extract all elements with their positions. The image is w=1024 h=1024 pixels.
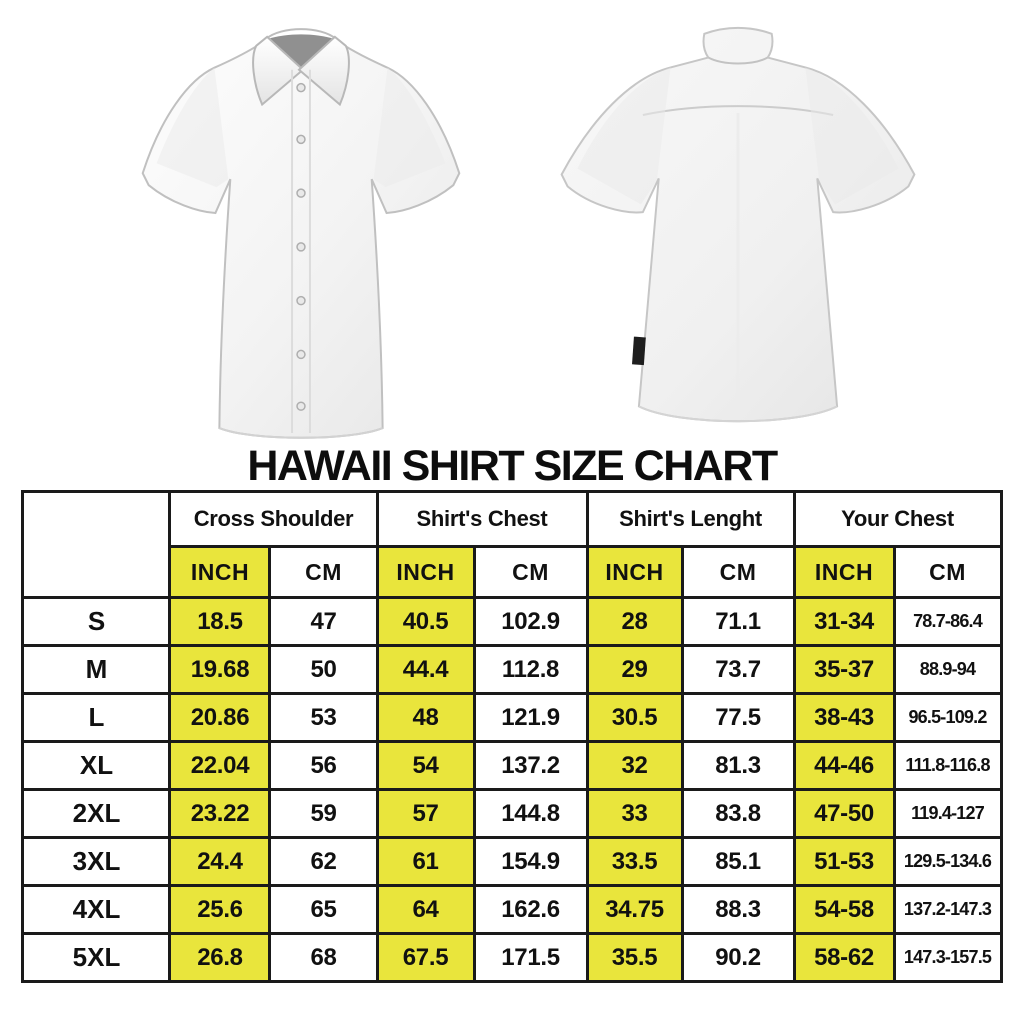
value-cell: 96.5-109.2	[894, 694, 1001, 742]
value-cell: 129.5-134.6	[894, 838, 1001, 886]
value-cell: 48	[377, 694, 474, 742]
value-cell: 65	[270, 886, 377, 934]
value-cell: 85.1	[682, 838, 794, 886]
size-label: XL	[23, 742, 170, 790]
value-cell: 31-34	[794, 598, 894, 646]
unit-header-cm: CM	[474, 547, 587, 598]
value-cell: 35-37	[794, 646, 894, 694]
value-cell: 71.1	[682, 598, 794, 646]
size-label: 2XL	[23, 790, 170, 838]
value-cell: 61	[377, 838, 474, 886]
value-cell: 53	[270, 694, 377, 742]
value-cell: 30.5	[587, 694, 682, 742]
value-cell: 19.68	[170, 646, 270, 694]
value-cell: 64	[377, 886, 474, 934]
table-row	[23, 838, 1001, 886]
value-cell: 35.5	[587, 934, 682, 982]
value-cell: 47-50	[794, 790, 894, 838]
group-header-your-chest: Your Chest	[794, 492, 1001, 547]
value-cell: 162.6	[474, 886, 587, 934]
value-cell: 29	[587, 646, 682, 694]
value-cell: 119.4-127	[894, 790, 1001, 838]
table-row	[23, 694, 1001, 742]
value-cell: 102.9	[474, 598, 587, 646]
value-cell: 111.8-116.8	[894, 742, 1001, 790]
corner-cell	[23, 492, 170, 598]
shirt-front-image	[116, 6, 486, 444]
value-cell: 33	[587, 790, 682, 838]
side-seam-tag	[632, 337, 646, 366]
value-cell: 137.2	[474, 742, 587, 790]
group-header-shirts-lenght: Shirt's Lenght	[587, 492, 794, 547]
unit-header-cm: CM	[270, 547, 377, 598]
value-cell: 20.86	[170, 694, 270, 742]
size-label: L	[23, 694, 170, 742]
table-row	[23, 598, 1001, 646]
unit-header-inch: INCH	[377, 547, 474, 598]
unit-header-cm: CM	[682, 547, 794, 598]
unit-header-inch: INCH	[170, 547, 270, 598]
group-header-cross-shoulder: Cross Shoulder	[170, 492, 377, 547]
shirt-back-image	[520, 12, 956, 442]
value-cell: 34.75	[587, 886, 682, 934]
value-cell: 40.5	[377, 598, 474, 646]
page-title: HAWAII SHIRT SIZE CHART	[247, 442, 777, 490]
value-cell: 121.9	[474, 694, 587, 742]
unit-header-inch: INCH	[587, 547, 682, 598]
value-cell: 22.04	[170, 742, 270, 790]
value-cell: 38-43	[794, 694, 894, 742]
size-label: 3XL	[23, 838, 170, 886]
group-header-shirts-chest: Shirt's Chest	[377, 492, 587, 547]
table-row	[23, 934, 1001, 982]
value-cell: 147.3-157.5	[894, 934, 1001, 982]
value-cell: 28	[587, 598, 682, 646]
value-cell: 67.5	[377, 934, 474, 982]
value-cell: 57	[377, 790, 474, 838]
value-cell: 58-62	[794, 934, 894, 982]
value-cell: 88.3	[682, 886, 794, 934]
value-cell: 59	[270, 790, 377, 838]
value-cell: 24.4	[170, 838, 270, 886]
size-label: M	[23, 646, 170, 694]
unit-header-inch: INCH	[794, 547, 894, 598]
value-cell: 51-53	[794, 838, 894, 886]
value-cell: 154.9	[474, 838, 587, 886]
value-cell: 81.3	[682, 742, 794, 790]
value-cell: 54-58	[794, 886, 894, 934]
value-cell: 56	[270, 742, 377, 790]
value-cell: 90.2	[682, 934, 794, 982]
value-cell: 88.9-94	[894, 646, 1001, 694]
value-cell: 77.5	[682, 694, 794, 742]
value-cell: 26.8	[170, 934, 270, 982]
value-cell: 171.5	[474, 934, 587, 982]
size-label: 5XL	[23, 934, 170, 982]
value-cell: 18.5	[170, 598, 270, 646]
value-cell: 32	[587, 742, 682, 790]
value-cell: 50	[270, 646, 377, 694]
value-cell: 144.8	[474, 790, 587, 838]
value-cell: 44-46	[794, 742, 894, 790]
value-cell: 54	[377, 742, 474, 790]
value-cell: 78.7-86.4	[894, 598, 1001, 646]
unit-header-cm: CM	[894, 547, 1001, 598]
table-row	[23, 886, 1001, 934]
value-cell: 23.22	[170, 790, 270, 838]
value-cell: 83.8	[682, 790, 794, 838]
value-cell: 137.2-147.3	[894, 886, 1001, 934]
size-chart-table	[21, 490, 1002, 983]
value-cell: 73.7	[682, 646, 794, 694]
size-label: S	[23, 598, 170, 646]
shirt-images	[0, 0, 1024, 446]
table-row	[23, 790, 1001, 838]
value-cell: 47	[270, 598, 377, 646]
value-cell: 33.5	[587, 838, 682, 886]
size-label: 4XL	[23, 886, 170, 934]
value-cell: 25.6	[170, 886, 270, 934]
value-cell: 68	[270, 934, 377, 982]
value-cell: 112.8	[474, 646, 587, 694]
value-cell: 44.4	[377, 646, 474, 694]
table-row	[23, 646, 1001, 694]
table-row	[23, 742, 1001, 790]
value-cell: 62	[270, 838, 377, 886]
